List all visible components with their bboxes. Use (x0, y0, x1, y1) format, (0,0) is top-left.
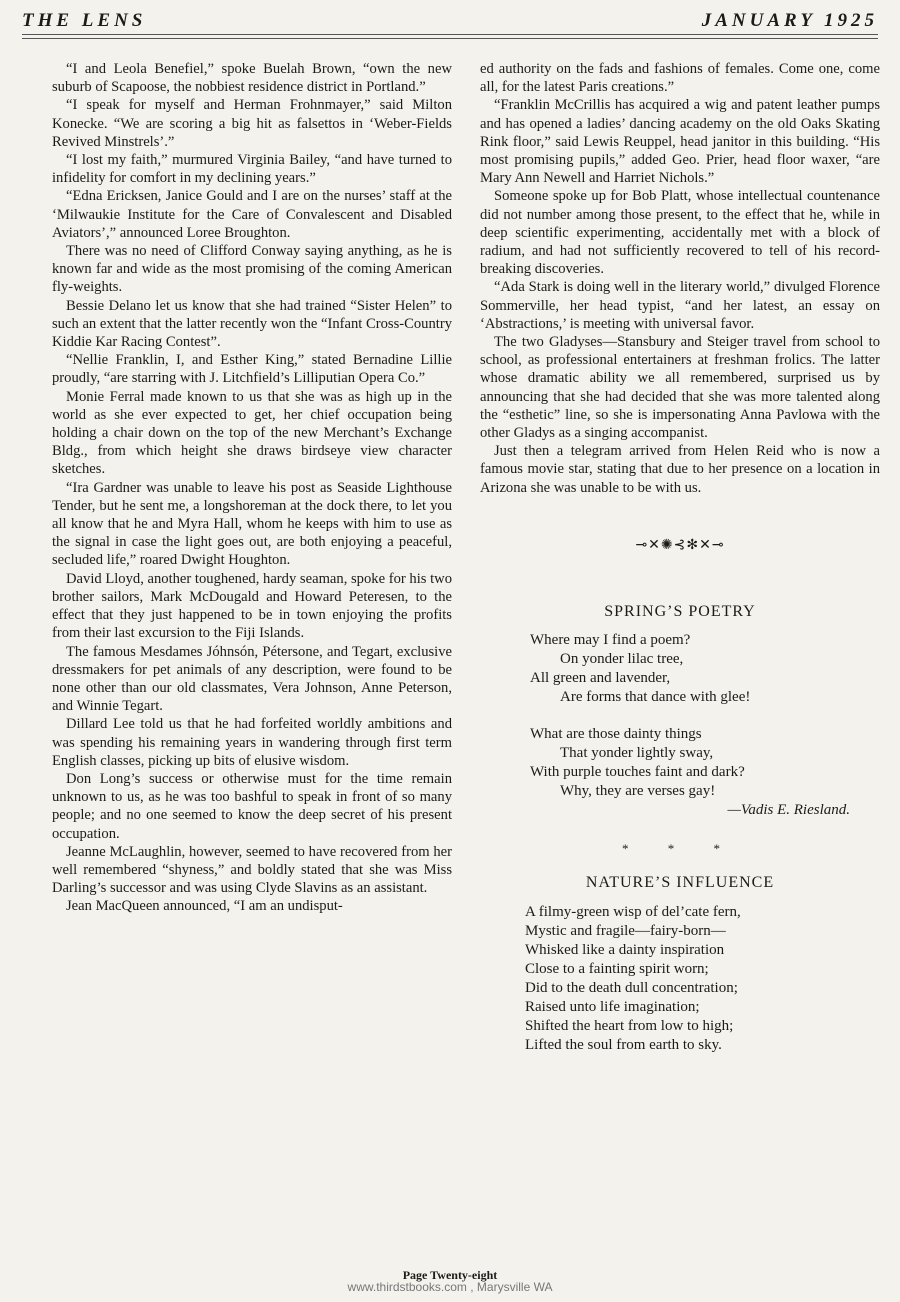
poem-line: That yonder lightly sway, (560, 745, 714, 762)
paragraph: “I and Leola Benefiel,” spoke Buelah Brown, “own the new suburb of Scapoose, the nobbiest residence district in Portland.” (52, 61, 452, 96)
paragraph: David Lloyd, another toughened, hardy seaman, spoke for his two brother sailors, Mark McDougald and Howard Peteresen, to the effect that they just happened to be in town enjoying the profits from their last excursion to the Fiji Islands. (52, 570, 452, 642)
watermark: www.thirdstbooks.com , Marysville WA (347, 1280, 553, 1294)
paragraph: The famous Mesdames Jóhnsón, Pétersone, and Tegart, exclusive dressmakers for pet animals of any description, were found to be none other than our old classmates, Vera Johnson, Anne Peterson, and Winnie Tegart. (52, 643, 452, 715)
publication-title: THE LENS (22, 10, 147, 31)
ornament-divider: ⊸✕✺⊰✻✕⊸ (635, 537, 725, 553)
paragraph: ed authority on the fads and fashions of females. Come one, come all, for the latest Paris creations.” (480, 61, 880, 96)
poem-line: On yonder lilac tree, (560, 651, 684, 668)
right-column-text (480, 60, 880, 497)
poem-line: Close to a fainting spirit worn; (525, 960, 709, 977)
section-stars: * * * (622, 841, 738, 857)
page-header (22, 10, 878, 36)
page-number: Page Twenty-eight (402, 1268, 498, 1282)
stanza-gap (530, 707, 880, 725)
paragraph: “Franklin McCrillis has acquired a wig and patent leather pumps and has opened a ladies’ dancing academy on the old Oaks Skating Rink floor,” said Lewis Reuppel, head janitor in this building. “His most promising pupils,” added Geo. Prier, head floor waxer, “are Mary Ann Newell and Harriet Nichols.” (480, 97, 880, 187)
paragraph: Just then a telegram arrived from Helen Reid who is now a famous movie star, stating that due to her presence on a location in Arizona she was unable to be with us. (480, 443, 880, 496)
paragraph: “Nellie Franklin, I, and Esther King,” stated Bernadine Lillie proudly, “are starring with J. Litchfield’s Lilliputian Opera Co.” (52, 352, 452, 387)
poem-line: With purple touches faint and dark? (530, 764, 745, 781)
poem-line: Mystic and fragile—fairy-born— (525, 922, 726, 939)
paragraph: Someone spoke up for Bob Platt, whose intellectual countenance did not number among those present, to the effect that he, while in deep scientific experimenting, accidentally met with a block of radium, and had not sufficiently recovered to tell of his record-breaking discoveries. (480, 188, 880, 278)
poem-title-springs-poetry: SPRING’S POETRY (604, 603, 756, 621)
poem-natures-influence (525, 903, 880, 1055)
poem-line: All green and lavender, (530, 670, 671, 687)
poem-line: Lifted the soul from earth to sky. (525, 1036, 722, 1053)
poem-line: A filmy-green wisp of del’cate fern, (525, 903, 741, 920)
paragraph: “I lost my faith,” murmured Virginia Bailey, “and have turned to infidelity for comfort in my declining years.” (52, 152, 452, 187)
header-rule (22, 34, 878, 39)
poem-springs-poetry (530, 631, 880, 801)
paragraph: Don Long’s success or otherwise must for the time remain unknown to us, as he was too bashful to speak in front of so many people; and no one seemed to know the deep secret of his present occupation. (52, 770, 452, 842)
right-column (480, 60, 880, 1055)
paragraph: Bessie Delano let us know that she had trained “Sister Helen” to such an extent that the latter recently won the “Infant Cross-Country Kiddie Kar Racing Contest”. (52, 297, 452, 351)
paragraph: Dillard Lee told us that he had forfeited worldly ambitions and was spending his remaining years in wandering through first term English classes, picking up bits of elusive wisdom. (52, 716, 452, 769)
poem-line: Raised unto life imagination; (525, 998, 700, 1015)
paragraph: Jean MacQueen announced, “I am an undisput- (66, 898, 343, 915)
paragraph: Monie Ferral made known to us that she was as high up in the world as she ever expected to get, her chief occupation being holding a chair down on the top of the new Merchant’s Exchange Bldg., from which height she draws birdseye view character sketches. (52, 388, 452, 478)
poem-line: Are forms that dance with glee! (560, 689, 751, 706)
poem-author: —Vadis E. Riesland. (727, 802, 850, 819)
poem-line: Why, they are verses gay! (560, 783, 716, 800)
poem-title-natures-influence: NATURE’S INFLUENCE (585, 874, 775, 892)
paragraph: The two Gladyses—Stansbury and Steiger travel from school to school, as professional entertainers at freshman frolics. The latter whose dramatic ability we all remembered, surprised us by announcing that she had decided that she was more talented along the “esthetic” line, so she is impersonating Anna Pavlowa with the other Gladys as a singing accompanist. (480, 334, 880, 442)
poem-line: Where may I find a poem? (530, 632, 691, 649)
poem-line: Whisked like a dainty inspiration (525, 941, 725, 958)
poem-line: Shifted the heart from low to high; (525, 1017, 734, 1034)
paragraph: There was no need of Clifford Conway saying anything, as he is known far and wide as the most promising of the coming American fly-weights. (52, 243, 452, 296)
paragraph: “Ada Stark is doing well in the literary world,” divulged Florence Sommerville, her head typist, “and her latest, an essay on ‘Abstractions,’ is meeting with universal favor. (480, 279, 880, 332)
paragraph: “Edna Ericksen, Janice Gould and I are on the nurses’ staff at the ‘Milwaukie Institute for the Care of Convalescent and Disabled Aviators’,” announced Loree Broughton. (52, 188, 452, 241)
poem-line: What are those dainty things (530, 726, 702, 743)
paragraph: “Ira Gardner was unable to leave his post as Seaside Lighthouse Tender, but he sent me, a longshoreman at the dock there, to let you all know that he and Myra Hall, whom he keeps with him to use as the signal in case the light goes out, are both enjoying a peaceful, secluded life,” roared Dwight Houghton. (52, 479, 452, 569)
poem-line: Did to the death dull concentration; (525, 979, 738, 996)
left-column (52, 60, 452, 916)
paragraph: Jeanne McLaughlin, however, seemed to have recovered from her well remembered “shyness,” and boldly stated that she was Miss Darling’s successor and was using Clyde Slavins as an assistant. (52, 843, 452, 897)
issue-date: JANUARY 1925 (701, 10, 878, 31)
paragraph: “I speak for myself and Herman Frohnmayer,” said Milton Konecke. “We are scoring a big hit as falsettos in ‘Weber-Fields Revived Minstrels’.” (52, 97, 452, 150)
